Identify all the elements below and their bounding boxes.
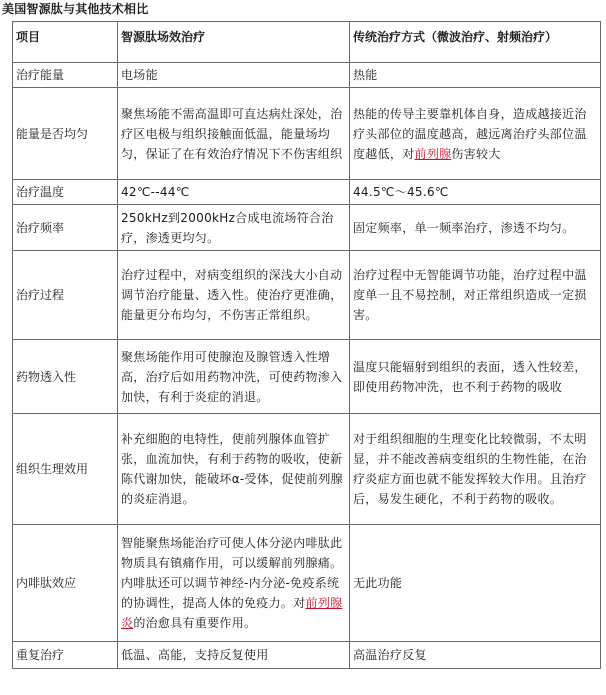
table-header-row xyxy=(13,22,601,63)
traditional-cell: 温度只能辐射到组织的表面，透入性较差，即使用药物冲洗，也不利于药物的吸收 xyxy=(350,340,601,414)
row-item: 治疗温度 xyxy=(13,180,118,205)
traditional-cell: 44.5℃～45.6℃ xyxy=(350,180,601,205)
table-row xyxy=(13,340,601,414)
prostate-link[interactable]: 前列腺 xyxy=(414,146,452,161)
row-item: 治疗过程 xyxy=(13,251,118,340)
zhiyuan-cell: 补充细胞的电特性，使前列腺体血管扩张，血流加快，有利于药物的吸收，使新陈代谢加快，能破坏α-受体，促使前列腺的炎症消退。 xyxy=(118,414,350,525)
row-item: 治疗能量 xyxy=(13,63,118,88)
table-row xyxy=(13,63,601,88)
row-item: 重复治疗 xyxy=(13,642,118,669)
table-row xyxy=(13,414,601,525)
traditional-cell: 固定频率，单一频率治疗，渗透不均匀。 xyxy=(350,205,601,251)
table-row xyxy=(13,251,601,340)
traditional-cell: 高温治疗反复 xyxy=(350,642,601,669)
page-title: 美国智源肽与其他技术相比 xyxy=(2,2,149,16)
traditional-cell: 对于组织细胞的生理变化比较微弱，不太明显，并不能改善病变组织的生物性能，在治疗炎症方面也就不能发挥较大作用。且治疗后，易发生硬化，不利于药物的吸收。 xyxy=(350,414,601,525)
zhiyuan-cell: 250kHz到2000kHz合成电流场符合治疗，渗透更均匀。 xyxy=(118,205,350,251)
row-item: 组织生理效用 xyxy=(13,414,118,525)
row-item: 药物透入性 xyxy=(13,340,118,414)
zhiyuan-cell: 聚焦场能不需高温即可直达病灶深处，治疗区电极与组织接触面低温，能量场均匀，保证了在有效治疗情况下不伤害组织 xyxy=(118,88,350,180)
row-item: 治疗频率 xyxy=(13,205,118,251)
zhiyuan-cell: 电场能 xyxy=(118,63,350,88)
table-row xyxy=(13,642,601,669)
zhiyuan-cell: 低温、高能，支持反复使用 xyxy=(118,642,350,669)
row-item: 能量是否均匀 xyxy=(13,88,118,180)
header-item: 项目 xyxy=(13,22,118,63)
table-row xyxy=(13,205,601,251)
traditional-cell: 热能 xyxy=(350,63,601,88)
traditional-cell: 治疗过程中无智能调节功能，治疗过程中温度单一且不易控制，对正常组织造成一定损害。 xyxy=(350,251,601,340)
comparison-table xyxy=(12,21,601,669)
table-row xyxy=(13,180,601,205)
header-zhiyuan: 智源肽场效治疗 xyxy=(118,22,350,63)
traditional-cell: 无此功能 xyxy=(350,525,601,642)
prostatitis-link[interactable]: 前列腺炎 xyxy=(121,596,343,630)
zhiyuan-cell: 智能聚焦场能治疗可使人体分泌内啡肽此物质具有镇痛作用，可以缓解前列腺痛。内啡肽还可以调节神经-内分泌-免疫系统的协调性，提高人体的免疫力。对前列腺炎的治愈具有重要作用。 xyxy=(118,525,350,642)
header-traditional: 传统治疗方式（微波治疗、射频治疗） xyxy=(350,22,601,63)
traditional-cell: 热能的传导主要靠机体自身，造成越接近治疗头部位的温度越高，越远离治疗头部位温度越低，对前列腺伤害较大 xyxy=(350,88,601,180)
table-row xyxy=(13,88,601,180)
row-item: 内啡肽效应 xyxy=(13,525,118,642)
zhiyuan-cell: 42℃--44℃ xyxy=(118,180,350,205)
zhiyuan-cell: 治疗过程中，对病变组织的深浅大小自动调节治疗能量、透入性。使治疗更准确，能量更分布均匀，不伤害正常组织。 xyxy=(118,251,350,340)
table-row xyxy=(13,525,601,642)
zhiyuan-cell: 聚焦场能作用可使腺泡及腺管透入性增高，治疗后如用药物冲洗，可使药物渗入加快，有利于炎症的消退。 xyxy=(118,340,350,414)
